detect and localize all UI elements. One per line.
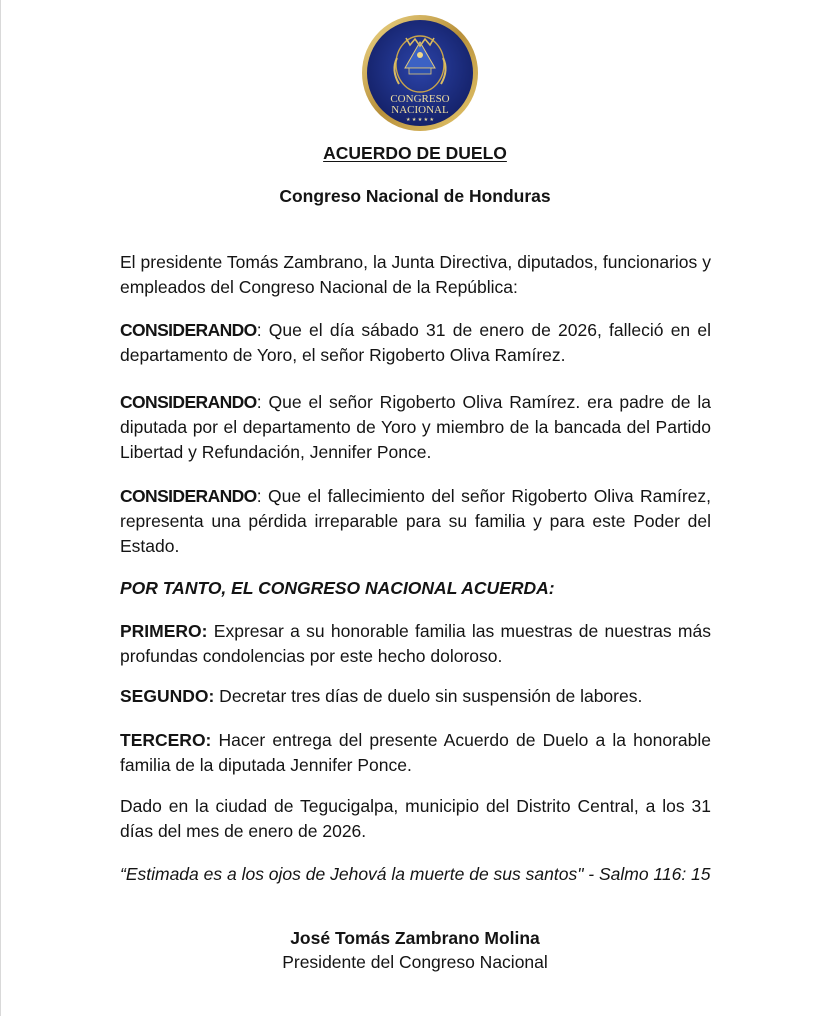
considerando-label: CONSIDERANDO (120, 486, 257, 506)
considerando-label: CONSIDERANDO (120, 320, 257, 340)
article-text: Hacer entrega del presente Acuerdo de Duelo a la honorable familia de la diputada Jennifer Ponce. (120, 730, 711, 775)
por-tanto-heading: POR TANTO, EL CONGRESO NACIONAL ACUERDA: (120, 578, 555, 598)
article-text: Expresar a su honorable familia las muestras de nuestras más profundas condolencias por este hecho doloroso. (120, 621, 711, 666)
document-subtitle: Congreso Nacional de Honduras (279, 186, 551, 206)
considerando-label: CONSIDERANDO (120, 392, 257, 412)
article-label: TERCERO: (120, 730, 212, 750)
seal-text-line2: NACIONAL (391, 104, 449, 116)
signature-role: Presidente del Congreso Nacional (282, 952, 548, 972)
article-label: PRIMERO: (120, 621, 208, 641)
seal-stars: ★ ★ ★ ★ ★ (406, 117, 434, 123)
signature-name: José Tomás Zambrano Molina (290, 928, 540, 948)
article-label: SEGUNDO: (120, 686, 215, 706)
article-tercero (120, 728, 711, 778)
article-primero (120, 619, 711, 669)
considerando-3 (120, 484, 711, 559)
considerando-text: : Que el señor Rigoberto Oliva Ramírez. era padre de la diputada por el departamento de Yoro y miembro de la bancada del Partido Libertad y Refundación, Jennifer Ponce. (120, 392, 711, 462)
dado-paragraph: Dado en la ciudad de Tegucigalpa, municipio del Distrito Central, a los 31 días del mes de enero de 2026. (120, 796, 711, 841)
considerando-text: : Que el fallecimiento del señor Rigoberto Oliva Ramírez, representa una pérdida irreparable para su familia y para este Poder del Estado. (120, 486, 711, 556)
article-segundo (120, 684, 711, 709)
considerando-1 (120, 318, 711, 368)
article-text: Decretar tres días de duelo sin suspensión de labores. (214, 686, 643, 706)
psalm-quote: “Estimada es a los ojos de Jehová la muerte de sus santos" - Salmo 116: 15 (120, 864, 711, 884)
considerando-2 (120, 390, 711, 465)
considerando-text: : Que el día sábado 31 de enero de 2026, falleció en el departamento de Yoro, el señor Rigoberto Oliva Ramírez. (120, 320, 711, 365)
intro-paragraph: El presidente Tomás Zambrano, la Junta Directiva, diputados, funcionarios y empleados del Congreso Nacional de la República: (120, 252, 711, 297)
congreso-nacional-seal-logo (361, 14, 479, 132)
document-title: ACUERDO DE DUELO (323, 143, 507, 163)
seal-text-line1: CONGRESO (390, 93, 450, 105)
